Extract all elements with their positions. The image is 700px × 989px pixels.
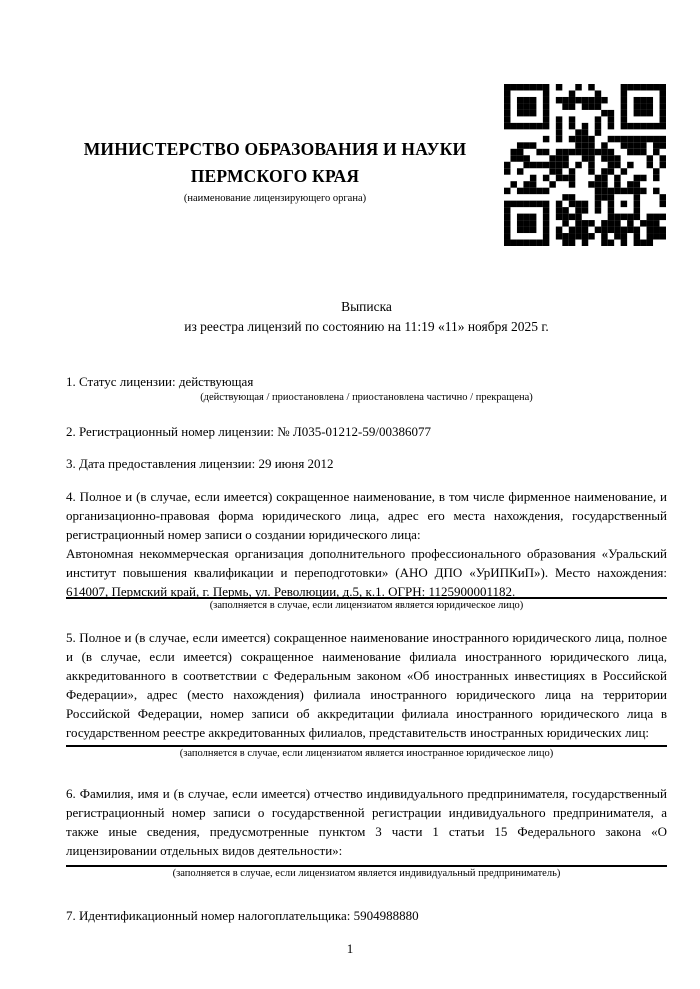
legal-entity-note: (заполняется в случае, если лицензиатом является юридическое лицо) (209, 600, 524, 611)
page-number: 1 (346, 941, 354, 956)
foreign-entity-item: 5. Полное и (в случае, если имеется) сокращенное наименование иностранного юридического лица, полное и (в случае, если имеется) сокращенное наименование филиала иностранного юридического лица, аккредитованного в соответствии с Федеральным законом «Об иностранных инвестициях в Российской Федерации», адрес (место нахождения) филиала иностранного юридического лица на территории Российской Федерации, номер записи об аккредитации филиала иностранного юридического лица в государственном реестре аккредитованных филиалов, представительств иностранных юридических лиц: (66, 630, 667, 740)
registration-number-item: 2. Регистрационный номер лицензии: № Л035-01212-59/00386077 (66, 424, 432, 439)
licensing-authority-caption: (наименование лицензирующего органа) (183, 193, 367, 204)
grant-date-item: 3. Дата предоставления лицензии: 29 июня 2012 (66, 456, 334, 471)
document-title: Выписка (341, 299, 392, 314)
license-status-options-note: (действующая / приостановлена / приостановлена частично / прекращена) (200, 392, 533, 403)
ministry-name-line2: ПЕРМСКОГО КРАЯ (190, 166, 360, 186)
document-body (66, 297, 667, 925)
ministry-name-line1: МИНИСТЕРСТВО ОБРАЗОВАНИЯ И НАУКИ (83, 139, 467, 159)
document-date-line: из реестра лицензий по состоянию на 11:19 «11» ноября 2025 г. (184, 318, 549, 334)
document-header (66, 136, 484, 205)
legal-entity-value: Автономная некоммерческая организация дополнительного профессионального образования «Уральский институт повышения квалификации и переподготовки» (АНО ДПО «УрИПКиП»). Место нахождения: 614007, Пермский край, г. Пермь, ул. Революции, д.5, к.1. ОГРН: 1125900001182. (66, 546, 667, 599)
legal-entity-label: 4. Полное и (в случае, если имеется) сокращенное наименование, в том числе фирменное наименование, и организационно-правовая форма юридического лица, адрес его места нахождения, государственный регистрационный номер записи о создании юридического лица: (66, 489, 667, 542)
entrepreneur-note: (заполняется в случае, если лицензиатом является индивидуальный предприниматель) (172, 868, 561, 879)
entrepreneur-item: 6. Фамилия, имя и (в случае, если имеется) отчество индивидуального предпринимателя, государственный регистрационный номер записи о государственной регистрации индивидуального предпринимателя, а также иные сведения, предусмотренные пунктом 3 части 1 статьи 15 Федерального закона «О лицензировании отдельных видов деятельности»: (66, 786, 667, 858)
license-status-item: 1. Статус лицензии: действующая (66, 374, 254, 389)
document-title-block (66, 297, 667, 336)
legal-entity-item (66, 487, 667, 601)
foreign-entity-note: (заполняется в случае, если лицензиатом является иностранное юридическое лицо) (179, 748, 554, 759)
qr-code (504, 84, 666, 246)
inn-item: 7. Идентификационный номер налогоплательщика: 5904988880 (66, 908, 419, 923)
